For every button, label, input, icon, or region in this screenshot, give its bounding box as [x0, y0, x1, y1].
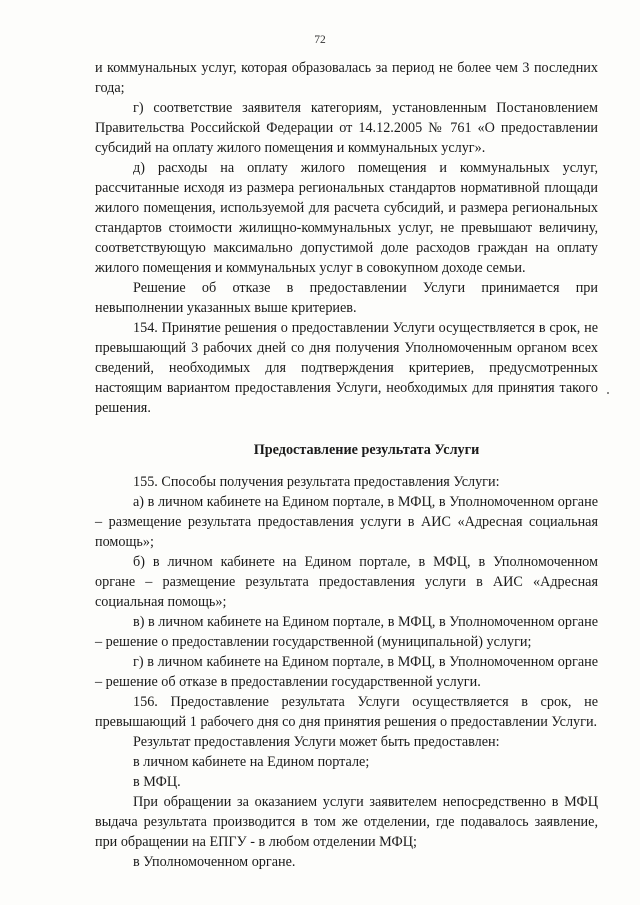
paragraph: 156. Предоставление результата Услуги осуществляется в срок, не превышающий 1 рабочего дня со дня принятия решения о предоставлении Услуги.: [95, 694, 598, 730]
paragraph: и коммунальных услуг, которая образовалась за период не более чем 3 последних года;: [95, 60, 598, 96]
paragraph: Решение об отказе в предоставлении Услуги принимается при невыполнении указанных выше критериев.: [95, 280, 598, 316]
paragraph: в личном кабинете на Едином портале;: [133, 754, 370, 770]
paragraph: в Уполномоченном органе.: [133, 854, 296, 870]
paragraph: г) в личном кабинете на Едином портале, в МФЦ, в Уполномоченном органе – решение об отказе в предоставлении государственной услуги.: [95, 654, 598, 690]
document-body: [95, 58, 598, 872]
paragraph: 154. Принятие решения о предоставлении Услуги осуществляется в срок, не превышающий 3 рабочих дней со дня получения Уполномоченным органом всех сведений, необходимых для подтверждения критериев, предусмотренных настоящим вариантом предоставления Услуги, необходимых для принятия такого решения.: [95, 320, 598, 416]
scan-speck: [607, 392, 609, 394]
paragraph: б) в личном кабинете на Едином портале, в МФЦ, в Уполномоченном органе – размещение результата предоставления услуги в АИС «Адресная социальная помощь»;: [95, 554, 598, 610]
paragraph: д) расходы на оплату жилого помещения и коммунальных услуг, рассчитанные исходя из размера региональных стандартов нормативной площади жилого помещения, используемой для расчета субсидий, и размера региональных стандартов стоимости жилищно-коммунальных услуг, не превышают величину, соответствующую максимально допустимой доле расходов граждан на оплату жилого помещения и коммунальных услуг в совокупном доходе семьи.: [95, 160, 598, 276]
page-number: 72: [314, 34, 326, 46]
criteria-section: [95, 58, 598, 418]
result-section: [95, 472, 598, 872]
paragraph: Результат предоставления Услуги может быть предоставлен:: [133, 734, 500, 750]
section-heading: Предоставление результата Услуги: [253, 442, 480, 458]
paragraph: в МФЦ.: [133, 774, 181, 790]
paragraph: а) в личном кабинете на Едином портале, в МФЦ, в Уполномоченном органе – размещение результата предоставления услуги в АИС «Адресная социальная помощь»;: [95, 494, 598, 550]
paragraph: в) в личном кабинете на Едином портале, в МФЦ, в Уполномоченном органе – решение о предоставлении государственной (муниципальной) услуги;: [95, 614, 598, 650]
paragraph: г) соответствие заявителя категориям, установленным Постановлением Правительства Российской Федерации от 14.12.2005 № 761 «О предоставлении субсидий на оплату жилого помещения и коммунальных услуг».: [95, 100, 598, 156]
paragraph: При обращении за оказанием услуги заявителем непосредственно в МФЦ выдача результата производится в том же отделении, где подавалось заявление, при обращении на ЕПГУ - в любом отделении МФЦ;: [95, 794, 598, 850]
paragraph: 155. Способы получения результата предоставления Услуги:: [133, 474, 500, 490]
